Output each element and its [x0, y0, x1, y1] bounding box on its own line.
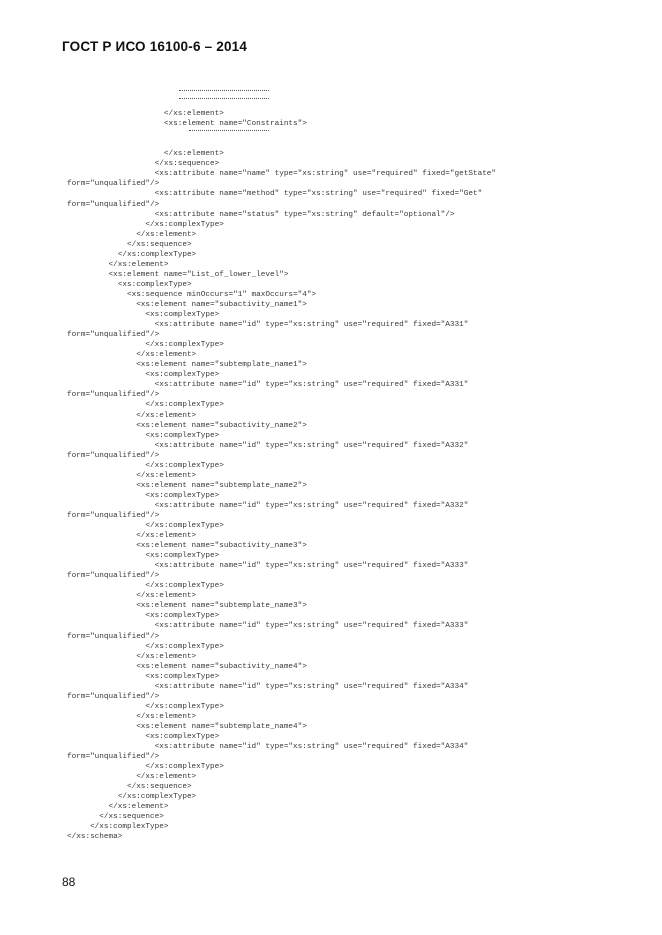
code-line: </xs:complexType>	[67, 642, 224, 651]
xml-schema-listing	[67, 89, 627, 843]
code-line: <xs:complexType>	[67, 491, 220, 500]
code-line: form="unqualified"/>	[67, 753, 160, 762]
elision-dots	[179, 98, 269, 99]
code-line: <xs:element name="subactivity_name4">	[67, 662, 307, 671]
code-line: </xs:element>	[67, 592, 197, 601]
elision-dots	[189, 130, 269, 131]
code-line: <xs:attribute name="id" type="xs:string" use="required" fixed="A334"	[67, 743, 469, 752]
code-line: </xs:complexType>	[67, 341, 224, 350]
code-line: </xs:complexType>	[67, 793, 197, 802]
code-line: <xs:attribute name="id" type="xs:string" use="required" fixed="A332"	[67, 501, 469, 510]
code-line: <xs:complexType>	[67, 733, 220, 741]
code-line: <xs:element name="subtemplate_name1">	[67, 361, 307, 370]
page-number: 88	[62, 875, 76, 889]
code-line	[67, 139, 627, 149]
code-line: </xs:element>	[67, 110, 224, 119]
code-line: </xs:sequence>	[67, 240, 192, 249]
code-line: form="unqualified"/>	[67, 632, 160, 641]
code-line: <xs:attribute name="name" type="xs:string" use="required" fixed="getState"	[67, 170, 497, 179]
code-line: <xs:attribute name="id" type="xs:string" use="required" fixed="A333"	[67, 562, 469, 571]
code-line: <xs:attribute name="id" type="xs:string" use="required" fixed="A333"	[67, 622, 469, 631]
elision-dots	[179, 90, 269, 91]
code-line: </xs:sequence>	[67, 783, 192, 792]
code-line: form="unqualified"/>	[67, 200, 160, 209]
code-line: </xs:complexType>	[67, 522, 224, 531]
code-line: </xs:complexType>	[67, 220, 224, 229]
code-line: </xs:complexType>	[67, 823, 169, 832]
code-line: <xs:sequence minOccurs="1" maxOccurs="4">	[67, 290, 317, 299]
code-line: <xs:attribute name="id" type="xs:string" use="required" fixed="A334"	[67, 682, 469, 691]
code-line: </xs:element>	[67, 351, 197, 360]
code-line: <xs:complexType>	[67, 311, 220, 320]
code-line: form="unqualified"/>	[67, 180, 160, 189]
code-line: <xs:element name="subactivity_name1">	[67, 300, 307, 309]
code-line: <xs:complexType>	[67, 280, 192, 289]
code-line: <xs:complexType>	[67, 612, 220, 621]
code-line: form="unqualified"/>	[67, 331, 160, 340]
code-line: <xs:element name="Constraints">	[67, 120, 307, 129]
code-line: form="unqualified"/>	[67, 451, 160, 460]
code-line: </xs:sequence>	[67, 813, 164, 822]
code-line: <xs:attribute name="id" type="xs:string" use="required" fixed="A332"	[67, 441, 469, 450]
code-line: </xs:complexType>	[67, 763, 224, 772]
code-line: <xs:complexType>	[67, 672, 220, 681]
code-line	[67, 99, 627, 109]
code-line: <xs:attribute name="method" type="xs:string" use="required" fixed="Get"	[67, 190, 483, 199]
standard-header: ГОСТ Р ИСО 16100-6 – 2014	[62, 39, 248, 54]
code-line: </xs:element>	[67, 260, 169, 269]
code-line: <xs:attribute name="status" type="xs:string" default="optional"/>	[67, 210, 455, 219]
code-line: </xs:element>	[67, 411, 197, 420]
code-line: </xs:complexType>	[67, 461, 224, 470]
code-line: <xs:attribute name="id" type="xs:string" use="required" fixed="A331"	[67, 381, 469, 390]
code-line: <xs:complexType>	[67, 431, 220, 440]
code-line	[67, 129, 627, 139]
code-line: <xs:element name="subtemplate_name3">	[67, 602, 307, 611]
code-line: </xs:element>	[67, 230, 197, 239]
code-line: </xs:element>	[67, 652, 197, 661]
code-line: </xs:element>	[67, 150, 224, 159]
code-line: </xs:schema>	[67, 833, 123, 842]
code-line: form="unqualified"/>	[67, 572, 160, 581]
code-line: <xs:element name="subtemplate_name4">	[67, 722, 307, 731]
code-line: <xs:attribute name="id" type="xs:string" use="required" fixed="A331"	[67, 321, 469, 330]
code-line: </xs:complexType>	[67, 401, 224, 410]
code-line: </xs:element>	[67, 773, 197, 782]
code-line: form="unqualified"/>	[67, 511, 160, 520]
code-line: <xs:complexType>	[67, 552, 220, 561]
code-line: </xs:element>	[67, 712, 197, 721]
code-line: <xs:element name="List_of_lower_level">	[67, 270, 289, 279]
code-line: </xs:element>	[67, 532, 197, 541]
code-line: <xs:element name="subactivity_name3">	[67, 542, 307, 551]
code-line: </xs:complexType>	[67, 250, 197, 259]
code-line: </xs:sequence>	[67, 160, 220, 169]
code-line	[67, 89, 627, 99]
code-line: <xs:element name="subtemplate_name2">	[67, 481, 307, 490]
code-line: </xs:element>	[67, 471, 197, 480]
code-line: </xs:complexType>	[67, 582, 224, 591]
code-line: <xs:complexType>	[67, 371, 220, 380]
code-line: </xs:complexType>	[67, 702, 224, 711]
code-line: form="unqualified"/>	[67, 391, 160, 400]
code-line: <xs:element name="subactivity_name2">	[67, 421, 307, 430]
code-line: </xs:element>	[67, 803, 169, 812]
code-line: form="unqualified"/>	[67, 692, 160, 701]
